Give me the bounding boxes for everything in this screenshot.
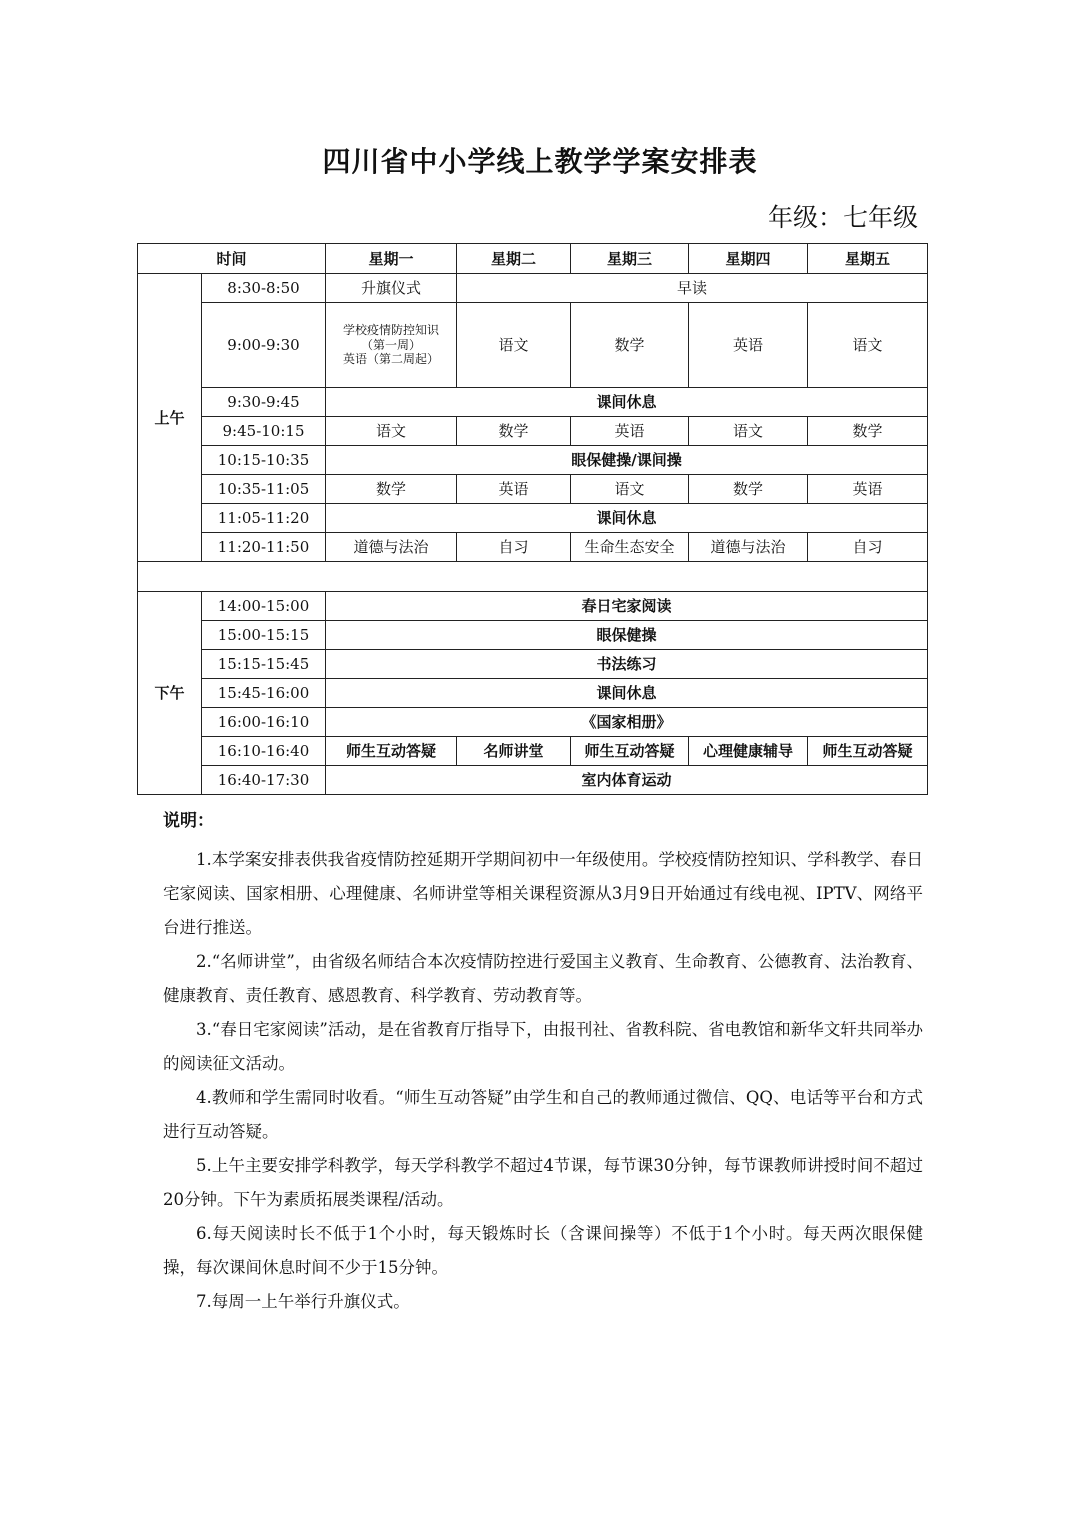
schedule-cell: 道德与法治 (326, 533, 457, 562)
table-row (138, 533, 928, 562)
table-row (138, 446, 928, 475)
span-cell: 眼保健操/课间操 (326, 446, 928, 475)
afternoon-label: 下午 (138, 592, 202, 795)
schedule-table (137, 243, 928, 795)
table-row (138, 708, 928, 737)
cell-line: 学校疫情防控知识 (343, 323, 440, 338)
time-cell: 16:40-17:30 (202, 766, 326, 795)
schedule-cell: 升旗仪式 (326, 274, 457, 303)
schedule-cell: 数学 (571, 303, 689, 388)
notes-section (163, 806, 923, 1319)
time-cell: 16:10-16:40 (202, 737, 326, 766)
schedule-cell: 英语 (689, 303, 808, 388)
schedule-cell: 自习 (808, 533, 928, 562)
header-tuesday: 星期二 (457, 244, 571, 274)
time-cell: 11:20-11:50 (202, 533, 326, 562)
schedule-cell: 语文 (326, 417, 457, 446)
time-cell: 15:00-15:15 (202, 621, 326, 650)
schedule-cell: 英语 (457, 475, 571, 504)
span-cell: 课间休息 (326, 679, 928, 708)
table-row (138, 274, 928, 303)
table-row (138, 621, 928, 650)
time-cell: 9:30-9:45 (202, 388, 326, 417)
span-cell: 春日宅家阅读 (326, 592, 928, 621)
note-item: 6.每天阅读时长不低于1个小时，每天锻炼时长（含课间操等）不低于1个小时。每天两次眼保健操，每次课间休息时间不少于15分钟。 (163, 1224, 923, 1277)
time-cell: 9:45-10:15 (202, 417, 326, 446)
span-cell: 眼保健操 (326, 621, 928, 650)
header-time: 时间 (138, 244, 326, 274)
morning-label: 上午 (138, 274, 202, 562)
time-cell: 15:15-15:45 (202, 650, 326, 679)
note-item: 3.“春日宅家阅读”活动，是在省教育厅指导下，由报刊社、省教科院、省电教馆和新华文轩共同举办的阅读征文活动。 (163, 1020, 923, 1073)
time-cell: 14:00-15:00 (202, 592, 326, 621)
span-cell: 室内体育运动 (326, 766, 928, 795)
schedule-cell: 心理健康辅导 (689, 737, 808, 766)
cell-line: 英语（第二周起） (343, 352, 440, 367)
schedule-cell: 语文 (808, 303, 928, 388)
note-item: 2.“名师讲堂”，由省级名师结合本次疫情防控进行爱国主义教育、生命教育、公德教育、法治教育、健康教育、责任教育、感恩教育、科学教育、劳动教育等。 (163, 952, 923, 1005)
table-header-row (138, 244, 928, 274)
table-row (138, 303, 928, 388)
schedule-cell: 数学 (457, 417, 571, 446)
table-row (138, 650, 928, 679)
note-item: 7.每周一上午举行升旗仪式。 (196, 1292, 410, 1311)
time-cell: 10:35-11:05 (202, 475, 326, 504)
schedule-cell: 师生互动答疑 (808, 737, 928, 766)
span-cell: 书法练习 (326, 650, 928, 679)
note-item: 5.上午主要安排学科教学，每天学科教学不超过4节课，每节课30分钟，每节课教师讲授时间不超过20分钟。下午为素质拓展类课程/活动。 (163, 1156, 923, 1209)
schedule-cell: 数学 (808, 417, 928, 446)
table-row (138, 679, 928, 708)
header-thursday: 星期四 (689, 244, 808, 274)
table-row (138, 475, 928, 504)
schedule-cell: 数学 (326, 475, 457, 504)
schedule-cell: 道德与法治 (689, 533, 808, 562)
time-cell: 8:30-8:50 (202, 274, 326, 303)
header-wednesday: 星期三 (571, 244, 689, 274)
empty-cell (138, 562, 928, 592)
page-title: 四川省中小学线上教学学案安排表 (322, 145, 758, 178)
time-cell: 10:15-10:35 (202, 446, 326, 475)
schedule-cell: 名师讲堂 (457, 737, 571, 766)
note-item: 4.教师和学生需同时收看。“师生互动答疑”由学生和自己的教师通过微信、QQ、电话等平台和方式进行互动答疑。 (163, 1088, 923, 1141)
schedule-cell: 语文 (571, 475, 689, 504)
time-cell: 16:00-16:10 (202, 708, 326, 737)
time-cell: 11:05-11:20 (202, 504, 326, 533)
table-row (138, 388, 928, 417)
table-row (138, 417, 928, 446)
schedule-cell: 数学 (689, 475, 808, 504)
note-item: 1.本学案安排表供我省疫情防控延期开学期间初中一年级使用。学校疫情防控知识、学科教学、春日宅家阅读、国家相册、心理健康、名师讲堂等相关课程资源从3月9日开始通过有线电视、IPTV、网络平台进行推送。 (163, 850, 923, 937)
time-cell: 9:00-9:30 (202, 303, 326, 388)
schedule-cell: 语文 (689, 417, 808, 446)
span-cell: 早读 (457, 274, 928, 303)
span-cell: 《国家相册》 (326, 708, 928, 737)
schedule-cell: 语文 (457, 303, 571, 388)
schedule-cell: 师生互动答疑 (571, 737, 689, 766)
cell-line: （第一周） (361, 337, 422, 352)
separator-row (138, 562, 928, 592)
table-row (138, 766, 928, 795)
schedule-cell: 英语 (808, 475, 928, 504)
table-row (138, 737, 928, 766)
schedule-cell: 英语 (571, 417, 689, 446)
span-cell: 课间休息 (326, 504, 928, 533)
grade-label: 年级：七年级 (767, 203, 918, 232)
notes-title: 说明： (163, 811, 214, 831)
header-friday: 星期五 (808, 244, 928, 274)
time-cell: 15:45-16:00 (202, 679, 326, 708)
schedule-cell (326, 303, 457, 388)
span-cell: 课间休息 (326, 388, 928, 417)
header-monday: 星期一 (326, 244, 457, 274)
schedule-cell: 自习 (457, 533, 571, 562)
table-row (138, 504, 928, 533)
table-row (138, 592, 928, 621)
schedule-cell: 师生互动答疑 (326, 737, 457, 766)
schedule-cell: 生命生态安全 (571, 533, 689, 562)
